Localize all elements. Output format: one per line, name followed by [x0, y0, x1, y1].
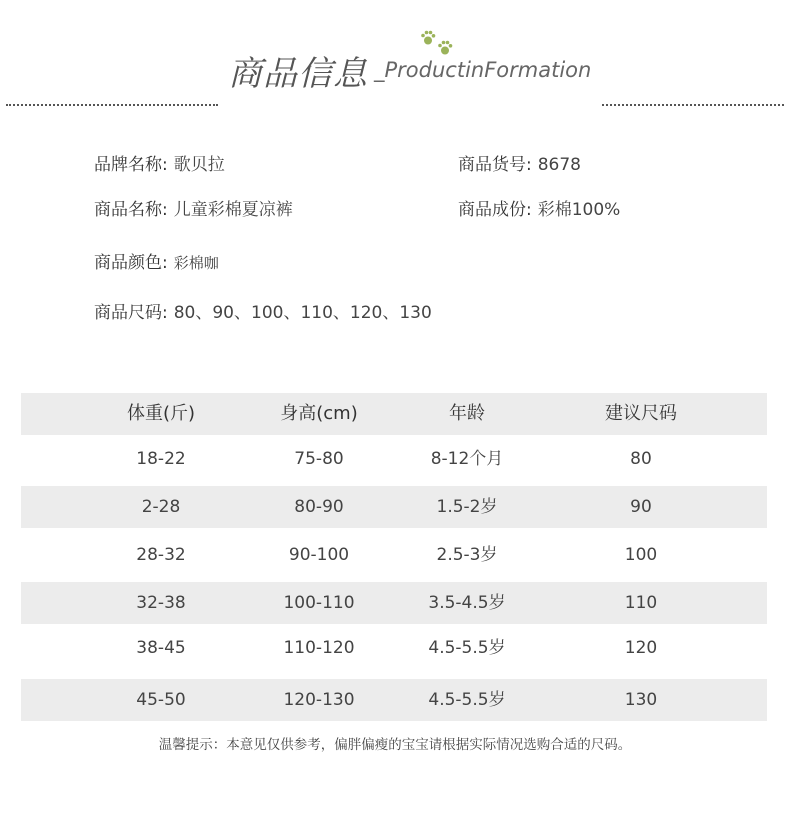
table-row [21, 627, 767, 669]
height-cell: 110-120 [283, 638, 355, 658]
weight-cell: 45-50 [136, 690, 186, 710]
size-value: 80、90、100、110、120、130 [173, 303, 432, 323]
size-cell: 110 [624, 593, 658, 613]
height-cell: 90-100 [288, 545, 350, 565]
material-info [458, 195, 620, 220]
age-cell: 1.5-2岁 [436, 497, 498, 517]
section-header [0, 30, 790, 100]
item-number-info [458, 150, 581, 175]
size-cell: 130 [624, 690, 658, 710]
paw-print-icon [437, 40, 453, 56]
age-cell: 4.5-5.5岁 [428, 638, 506, 658]
age-cell: 8-12个月 [430, 449, 504, 469]
size-cell: 90 [630, 497, 652, 517]
table-row [21, 582, 767, 624]
column-header-height: 身高(cm) [280, 403, 358, 424]
material-label: 商品成份: [458, 200, 532, 220]
weight-cell: 18-22 [136, 449, 186, 469]
age-cell: 3.5-4.5岁 [428, 593, 506, 613]
table-row [21, 486, 767, 528]
age-cell: 2.5-3岁 [436, 545, 498, 565]
table-row [21, 534, 767, 576]
brand-info [94, 150, 225, 175]
table-row [21, 679, 767, 721]
column-header-size: 建议尺码 [605, 403, 677, 424]
size-cell: 80 [630, 449, 652, 469]
product-name-info [94, 195, 293, 220]
product-name-label: 商品名称: [94, 200, 168, 220]
product-name-value: 儿童彩棉夏凉裤 [173, 200, 293, 220]
weight-cell: 2-28 [141, 497, 181, 517]
weight-cell: 32-38 [136, 593, 186, 613]
height-cell: 120-130 [283, 690, 355, 710]
age-cell: 4.5-5.5岁 [428, 690, 506, 710]
item-number-value: 8678 [537, 155, 581, 175]
column-header-age: 年龄 [449, 403, 485, 424]
size-cell: 100 [624, 545, 658, 565]
size-tip-note: 温馨提示：本意见仅供参考，偏胖偏瘦的宝宝请根据实际情况选购合适的尺码。 [158, 737, 632, 753]
height-cell: 80-90 [294, 497, 344, 517]
item-number-label: 商品货号: [458, 155, 532, 175]
table-header-row [21, 393, 767, 435]
paw-print-icon [420, 30, 436, 46]
table-row [21, 438, 767, 480]
column-header-weight: 体重(斤) [126, 403, 196, 424]
section-title: 商品信息 [228, 54, 368, 94]
color-label: 商品颜色: [94, 253, 168, 273]
weight-cell: 38-45 [136, 638, 186, 658]
brand-label: 品牌名称: [94, 155, 168, 175]
color-info [94, 248, 219, 273]
brand-value: 歌贝拉 [173, 155, 225, 175]
weight-cell: 28-32 [136, 545, 186, 565]
size-info [94, 298, 432, 323]
size-cell: 120 [624, 638, 658, 658]
material-value: 彩棉100% [537, 200, 621, 220]
size-label: 商品尺码: [94, 303, 168, 323]
height-cell: 75-80 [294, 449, 344, 469]
size-chart-table [21, 393, 767, 721]
color-value: 彩棉咖 [173, 254, 219, 272]
dotted-divider-right [602, 104, 784, 106]
section-subtitle: _ProductinFormation [374, 58, 592, 82]
height-cell: 100-110 [283, 593, 355, 613]
dotted-divider-left [6, 104, 218, 106]
